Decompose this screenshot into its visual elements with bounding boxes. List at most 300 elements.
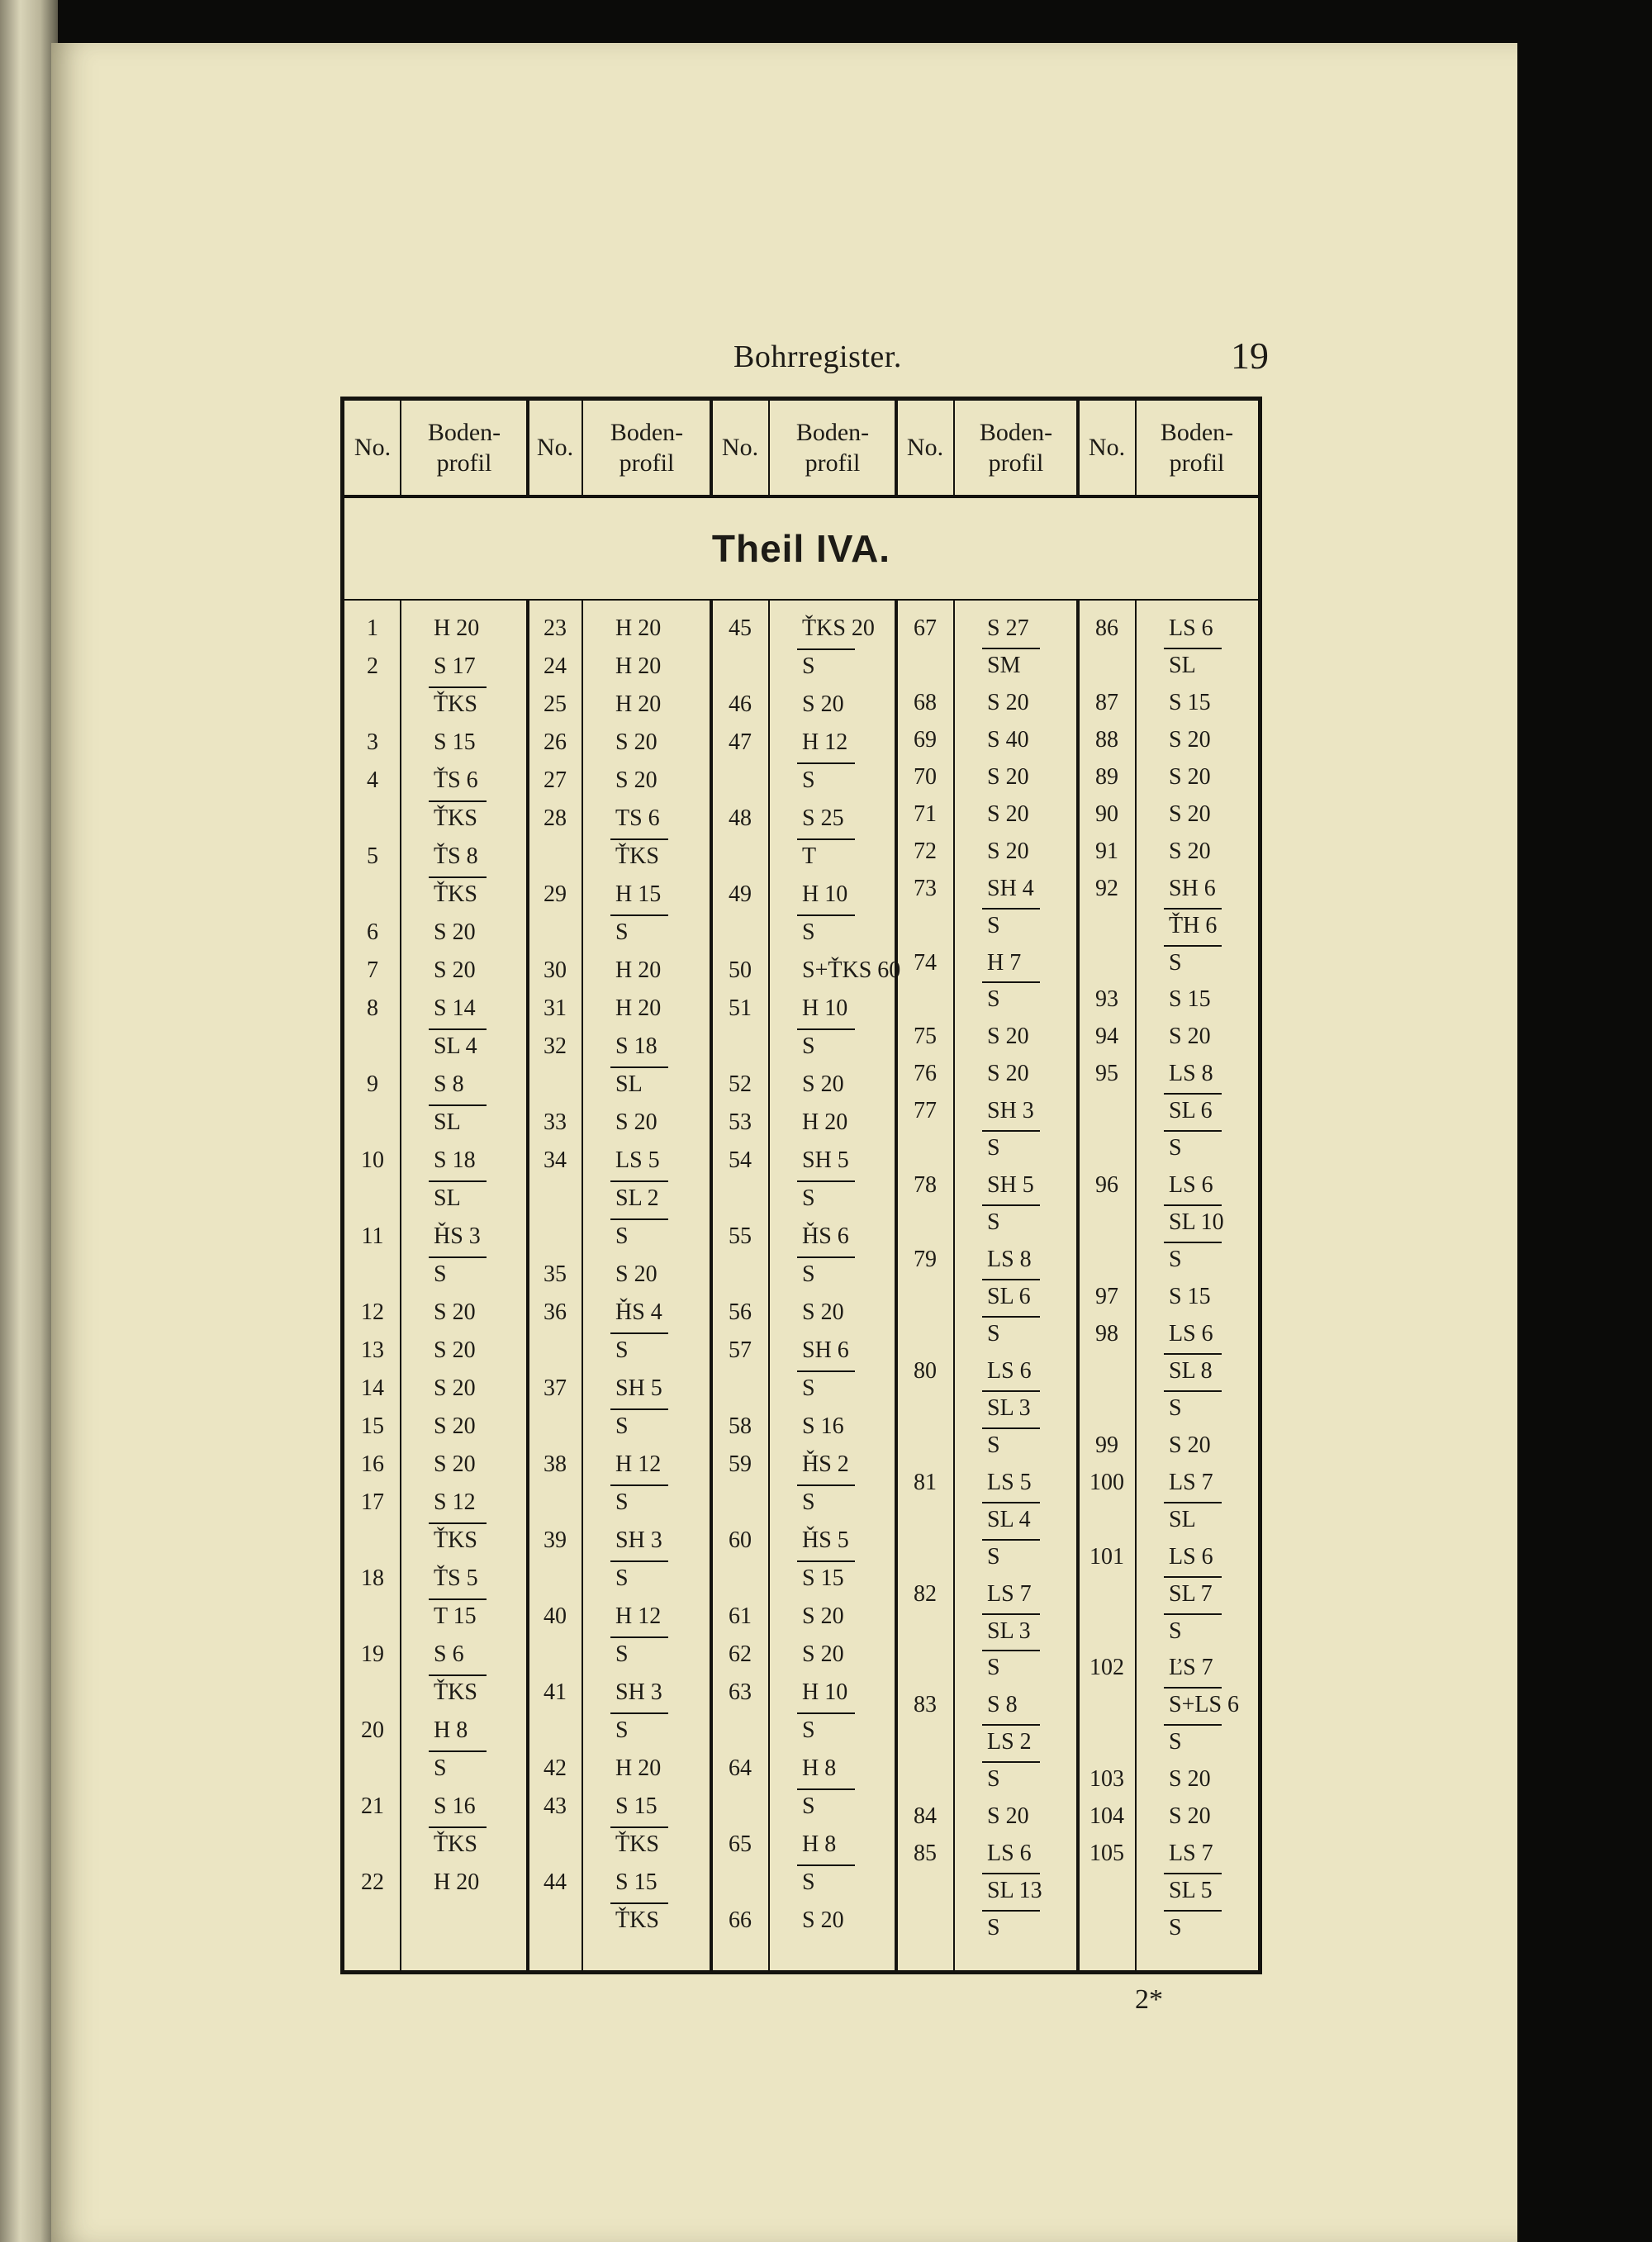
- entry-number: 20: [361, 1717, 384, 1743]
- column-divider: [582, 401, 583, 495]
- soil-profile-layer: S 20: [802, 1907, 844, 1933]
- entry-number: 45: [729, 615, 752, 641]
- soil-profile-layer: S: [802, 1261, 815, 1287]
- soil-profile-layer: S+ŤKS 60: [802, 957, 901, 983]
- header-bodenprofil-line1: Boden-: [610, 418, 684, 446]
- layer-fraction-rule: [797, 914, 855, 916]
- soil-profile-layer: SL 4: [434, 1033, 477, 1059]
- entry-number: 50: [729, 957, 752, 983]
- soil-profile-layer: S: [987, 1543, 1000, 1570]
- soil-profile-layer: S 20: [987, 763, 1029, 790]
- entry-number: 23: [544, 615, 567, 641]
- entry-number: 37: [544, 1375, 567, 1401]
- entry-number: 94: [1095, 1024, 1118, 1050]
- layer-fraction-rule: [610, 1902, 668, 1904]
- soil-profile-layer: S: [615, 1223, 629, 1249]
- soil-profile-layer: S: [987, 986, 1000, 1013]
- layer-fraction-rule: [1164, 945, 1222, 947]
- soil-profile-layer: S 20: [987, 1024, 1029, 1050]
- layer-fraction-rule: [982, 1427, 1040, 1429]
- soil-profile-layer: S: [987, 1432, 1000, 1458]
- soil-profile-layer: ŤKS: [434, 1679, 477, 1705]
- soil-profile-layer: H 20: [802, 1109, 848, 1135]
- soil-profile-layer: S: [1169, 1915, 1182, 1941]
- soil-profile-layer: SL 3: [987, 1394, 1031, 1421]
- soil-profile-layer: S: [802, 653, 815, 679]
- entry-number: 91: [1095, 838, 1118, 864]
- layer-fraction-rule: [429, 1104, 487, 1106]
- soil-profile-layer: S 20: [434, 1299, 476, 1325]
- soil-profile-layer: ȞS 4: [615, 1299, 662, 1325]
- entry-number: 33: [544, 1109, 567, 1135]
- soil-profile-layer: ŤKS: [615, 1907, 659, 1933]
- entry-number: 58: [729, 1413, 752, 1439]
- layer-fraction-rule: [797, 838, 855, 840]
- soil-profile-layer: LS 7: [1169, 1841, 1213, 1867]
- soil-profile-layer: H 20: [434, 1869, 480, 1895]
- entry-number: 18: [361, 1565, 384, 1591]
- soil-profile-layer: S 20: [434, 957, 476, 983]
- soil-profile-layer: S 20: [1169, 800, 1211, 827]
- entry-number: 69: [914, 726, 937, 753]
- soil-profile-layer: S: [987, 1135, 1000, 1161]
- soil-profile-layer: ȞS 6: [802, 1223, 849, 1249]
- soil-profile-layer: S: [615, 1337, 629, 1363]
- entry-number: 102: [1089, 1655, 1124, 1681]
- soil-profile-layer: SL: [1169, 652, 1196, 678]
- entry-number: 6: [367, 919, 378, 945]
- soil-profile-layer: H 10: [802, 995, 848, 1021]
- entry-number: 82: [914, 1580, 937, 1607]
- header-bodenprofil-line1: Boden-: [1160, 418, 1234, 446]
- soil-profile-layer: S 20: [987, 800, 1029, 827]
- layer-fraction-rule: [797, 1256, 855, 1258]
- entry-number: 17: [361, 1489, 384, 1515]
- soil-profile-layer: S: [615, 1717, 629, 1743]
- entry-number: 30: [544, 957, 567, 983]
- soil-profile-layer: SH 3: [987, 1098, 1034, 1124]
- layer-fraction-rule: [429, 1674, 487, 1676]
- layer-fraction-rule: [797, 762, 855, 764]
- page-number: 19: [1231, 335, 1269, 377]
- soil-profile-layer: LS 5: [615, 1147, 660, 1173]
- layer-fraction-rule: [982, 1204, 1040, 1206]
- header-bodenprofil-line1: Boden-: [979, 418, 1053, 446]
- soil-profile-layer: S 25: [802, 805, 844, 831]
- book-gutter: [0, 0, 58, 2242]
- soil-profile-layer: S 20: [1169, 1766, 1211, 1793]
- soil-profile-layer: SL: [434, 1185, 461, 1211]
- soil-profile-layer: S: [802, 767, 815, 793]
- soil-profile-layer: S: [802, 1489, 815, 1515]
- entry-number: 11: [361, 1223, 384, 1249]
- entry-number: 85: [914, 1841, 937, 1867]
- layer-fraction-rule: [1164, 1353, 1222, 1355]
- soil-profile-layer: SL: [434, 1109, 461, 1135]
- soil-profile-layer: S 16: [434, 1793, 476, 1819]
- entry-number: 22: [361, 1869, 384, 1895]
- soil-profile-layer: H 20: [434, 615, 480, 641]
- soil-profile-layer: H 12: [802, 729, 848, 755]
- entry-number: 40: [544, 1603, 567, 1629]
- soil-profile-layer: S 15: [615, 1869, 657, 1895]
- soil-profile-layer: S 20: [802, 1071, 844, 1097]
- entry-number: 44: [544, 1869, 567, 1895]
- soil-profile-layer: SL 5: [1169, 1878, 1213, 1904]
- soil-profile-layer: S: [802, 1033, 815, 1059]
- entry-number: 99: [1095, 1432, 1118, 1458]
- soil-profile-layer: ŤKS: [615, 1831, 659, 1857]
- layer-fraction-rule: [429, 1028, 487, 1030]
- entry-number: 12: [361, 1299, 384, 1325]
- entry-number: 70: [914, 763, 937, 790]
- soil-profile-layer: ŤS 8: [434, 843, 478, 869]
- entry-number: 90: [1095, 800, 1118, 827]
- soil-profile-layer: TS 6: [615, 805, 660, 831]
- header-no: No.: [354, 434, 392, 462]
- soil-profile-layer: H 20: [615, 957, 662, 983]
- soil-profile-layer: S 6: [434, 1641, 464, 1667]
- column-divider: [953, 401, 955, 495]
- soil-profile-layer: SH 5: [802, 1147, 849, 1173]
- entry-number: 73: [914, 875, 937, 901]
- soil-profile-layer: SL 4: [987, 1506, 1031, 1532]
- entry-number: 5: [367, 843, 378, 869]
- column-divider: [710, 401, 713, 495]
- entry-number: 105: [1089, 1841, 1124, 1867]
- column-divider: [400, 601, 401, 1970]
- entry-number: 47: [729, 729, 752, 755]
- soil-profile-layer: S 40: [987, 726, 1029, 753]
- soil-profile-layer: S 20: [987, 838, 1029, 864]
- soil-profile-layer: ŤH 6: [1169, 912, 1218, 938]
- layer-fraction-rule: [1164, 1390, 1222, 1392]
- soil-profile-layer: SH 5: [987, 1172, 1034, 1199]
- soil-profile-layer: S: [802, 1717, 815, 1743]
- soil-profile-layer: S: [1169, 1729, 1182, 1755]
- soil-profile-layer: SL 2: [615, 1185, 659, 1211]
- entry-number: 1: [367, 615, 378, 641]
- soil-profile-layer: S 15: [434, 729, 476, 755]
- soil-profile-layer: H 12: [615, 1451, 662, 1477]
- entry-number: 104: [1089, 1803, 1124, 1830]
- soil-profile-layer: S 15: [802, 1565, 844, 1591]
- soil-profile-layer: S 20: [802, 691, 844, 717]
- soil-profile-layer: LS 6: [1169, 1172, 1213, 1199]
- entry-number: 98: [1095, 1320, 1118, 1347]
- soil-profile-layer: S 15: [1169, 1284, 1211, 1309]
- layer-fraction-rule: [610, 1826, 668, 1828]
- soil-profile-layer: S: [1169, 949, 1182, 976]
- column-divider: [1076, 401, 1080, 495]
- layer-fraction-rule: [610, 1712, 668, 1714]
- layer-fraction-rule: [610, 1180, 668, 1182]
- entry-number: 76: [914, 1061, 937, 1087]
- layer-fraction-rule: [1164, 648, 1222, 649]
- soil-profile-layer: SL 13: [987, 1878, 1042, 1904]
- entry-number: 51: [729, 995, 752, 1021]
- soil-profile-layer: LS 2: [987, 1729, 1032, 1755]
- entry-number: 9: [367, 1071, 378, 1097]
- layer-fraction-rule: [610, 1560, 668, 1562]
- running-head: Bohrregister.: [733, 340, 902, 374]
- entry-number: 10: [361, 1147, 384, 1173]
- soil-profile-layer: S: [987, 1209, 1000, 1236]
- entry-number: 19: [361, 1641, 384, 1667]
- soil-profile-layer: S 15: [1169, 986, 1211, 1013]
- soil-profile-layer: LS 6: [1169, 1543, 1213, 1570]
- soil-profile-layer: LS 8: [987, 1247, 1032, 1273]
- header-bodenprofil: [401, 401, 528, 495]
- entry-number: 95: [1095, 1061, 1118, 1087]
- entry-number: 84: [914, 1803, 937, 1830]
- soil-profile-layer: S: [987, 912, 1000, 938]
- soil-profile-layer: SL 6: [1169, 1098, 1213, 1124]
- entry-number: 83: [914, 1692, 937, 1718]
- entry-number: 3: [367, 729, 378, 755]
- column-divider: [1135, 601, 1137, 1970]
- soil-profile-layer: S: [802, 1185, 815, 1211]
- layer-fraction-rule: [982, 1910, 1040, 1912]
- layer-fraction-rule: [982, 1502, 1040, 1503]
- entry-number: 29: [544, 881, 567, 907]
- header-bodenprofil-line1: Boden-: [795, 418, 870, 446]
- soil-profile-layer: S 20: [802, 1299, 844, 1325]
- layer-fraction-rule: [982, 1390, 1040, 1392]
- soil-profile-layer: S 20: [987, 1803, 1029, 1830]
- soil-profile-layer: LS 6: [1169, 615, 1213, 641]
- entry-number: 14: [361, 1375, 384, 1401]
- layer-fraction-rule: [610, 1408, 668, 1410]
- layer-fraction-rule: [797, 648, 855, 650]
- soil-profile-layer: S 20: [615, 767, 657, 793]
- entry-number: 26: [544, 729, 567, 755]
- layer-fraction-rule: [429, 1180, 487, 1182]
- soil-profile-layer: ŤS 6: [434, 767, 478, 793]
- soil-profile-layer: ȞS 2: [802, 1451, 849, 1477]
- entry-number: 62: [729, 1641, 752, 1667]
- column-divider: [768, 601, 770, 1970]
- soil-profile-layer: ŤKS: [434, 691, 477, 717]
- layer-fraction-rule: [1164, 1613, 1222, 1615]
- soil-profile-layer: S 8: [434, 1071, 464, 1097]
- layer-fraction-rule: [982, 1539, 1040, 1541]
- column-divider: [895, 401, 898, 495]
- soil-profile-layer: S 20: [987, 1061, 1029, 1087]
- layer-fraction-rule: [797, 1560, 855, 1562]
- soil-profile-layer: SL 8: [1169, 1357, 1213, 1384]
- soil-profile-layer: H 20: [615, 995, 662, 1021]
- soil-profile-layer: S: [434, 1261, 447, 1287]
- soil-profile-layer: SL: [615, 1071, 643, 1097]
- entry-number: 57: [729, 1337, 752, 1363]
- soil-profile-layer: ĽS 7: [1169, 1655, 1213, 1681]
- bore-register-table: [340, 397, 1262, 1974]
- entry-number: 64: [729, 1755, 752, 1781]
- entry-number: 46: [729, 691, 752, 717]
- soil-profile-layer: S: [1169, 1394, 1182, 1421]
- soil-profile-layer: S 15: [1169, 689, 1211, 715]
- header-bodenprofil: [954, 401, 1078, 495]
- soil-profile-layer: S 20: [1169, 1432, 1211, 1458]
- soil-profile-layer: S 15: [615, 1793, 657, 1819]
- layer-fraction-rule: [1164, 1204, 1222, 1206]
- layer-fraction-rule: [797, 1712, 855, 1714]
- soil-profile-layer: ŤKS: [615, 843, 659, 869]
- header-bodenprofil: [582, 401, 711, 495]
- soil-profile-layer: H 20: [615, 1755, 662, 1781]
- soil-profile-layer: H 7: [987, 949, 1022, 976]
- layer-fraction-rule: [1164, 908, 1222, 910]
- entry-number: 67: [914, 615, 937, 641]
- layer-fraction-rule: [797, 1180, 855, 1182]
- soil-profile-layer: SH 3: [615, 1679, 662, 1705]
- soil-profile-layer: LS 7: [1169, 1469, 1213, 1495]
- entry-number: 61: [729, 1603, 752, 1629]
- soil-profile-layer: LS 6: [987, 1357, 1032, 1384]
- entry-number: 39: [544, 1527, 567, 1553]
- column-divider: [768, 401, 770, 495]
- entry-number: 42: [544, 1755, 567, 1781]
- soil-profile-layer: S 18: [615, 1033, 657, 1059]
- soil-profile-layer: SH 3: [615, 1527, 662, 1553]
- entry-number: 68: [914, 689, 937, 715]
- soil-profile-layer: S 20: [615, 1261, 657, 1287]
- soil-profile-layer: SH 6: [1169, 875, 1216, 901]
- layer-fraction-rule: [610, 1484, 668, 1486]
- soil-profile-layer: S 20: [1169, 1803, 1211, 1830]
- column-divider: [895, 601, 898, 1970]
- entry-number: 25: [544, 691, 567, 717]
- layer-fraction-rule: [610, 914, 668, 916]
- entry-number: 53: [729, 1109, 752, 1135]
- soil-profile-layer: S: [802, 1375, 815, 1401]
- entry-number: 66: [729, 1907, 752, 1933]
- layer-fraction-rule: [982, 908, 1040, 910]
- layer-fraction-rule: [982, 648, 1040, 649]
- column-divider: [710, 601, 713, 1970]
- soil-profile-layer: T 15: [434, 1603, 477, 1629]
- soil-profile-layer: LS 6: [1169, 1320, 1213, 1347]
- soil-profile-layer: S 20: [1169, 726, 1211, 753]
- entry-number: 72: [914, 838, 937, 864]
- layer-fraction-rule: [429, 876, 487, 878]
- soil-profile-layer: H 20: [615, 653, 662, 679]
- soil-profile-layer: S: [987, 1766, 1000, 1793]
- entry-number: 36: [544, 1299, 567, 1325]
- soil-profile-layer: S 20: [615, 729, 657, 755]
- soil-profile-layer: LS 8: [1169, 1061, 1213, 1087]
- soil-profile-layer: ŤKS: [434, 1831, 477, 1857]
- layer-fraction-rule: [610, 838, 668, 840]
- soil-profile-layer: S 20: [802, 1641, 844, 1667]
- soil-profile-layer: SH 5: [615, 1375, 662, 1401]
- header-bodenprofil-line2: profil: [805, 449, 861, 477]
- soil-profile-layer: H 10: [802, 1679, 848, 1705]
- entry-number: 55: [729, 1223, 752, 1249]
- soil-profile-layer: H 20: [615, 615, 662, 641]
- header-bodenprofil-line2: profil: [619, 449, 675, 477]
- soil-profile-layer: S 16: [802, 1413, 844, 1439]
- layer-fraction-rule: [1164, 1873, 1222, 1874]
- layer-fraction-rule: [610, 1332, 668, 1334]
- entry-number: 81: [914, 1469, 937, 1495]
- entry-number: 56: [729, 1299, 752, 1325]
- entry-number: 38: [544, 1451, 567, 1477]
- entry-number: 75: [914, 1024, 937, 1050]
- column-divider: [1076, 601, 1080, 1970]
- header-bodenprofil: [1136, 401, 1258, 495]
- soil-profile-layer: S 20: [1169, 838, 1211, 864]
- soil-profile-layer: SL 7: [1169, 1580, 1213, 1607]
- section-title: Theil IVA.: [344, 498, 1258, 601]
- layer-fraction-rule: [982, 1279, 1040, 1280]
- header-bodenprofil: [769, 401, 896, 495]
- layer-fraction-rule: [610, 1636, 668, 1638]
- layer-fraction-rule: [429, 1522, 487, 1524]
- column-divider: [526, 401, 529, 495]
- layer-fraction-rule: [610, 1218, 668, 1220]
- soil-profile-layer: ŤKS 20: [802, 615, 875, 641]
- entry-number: 7: [367, 957, 378, 983]
- layer-fraction-rule: [610, 1066, 668, 1068]
- soil-profile-layer: H 12: [615, 1603, 662, 1629]
- soil-profile-layer: S 8: [987, 1692, 1018, 1718]
- entry-number: 92: [1095, 875, 1118, 901]
- layer-fraction-rule: [429, 800, 487, 802]
- header-no: No.: [721, 434, 759, 462]
- header-bodenprofil-line2: profil: [436, 449, 492, 477]
- entry-number: 41: [544, 1679, 567, 1705]
- soil-profile-layer: ȞS 3: [434, 1223, 481, 1249]
- layer-fraction-rule: [982, 981, 1040, 983]
- column-divider: [953, 601, 955, 1970]
- header-no: No.: [536, 434, 574, 462]
- soil-profile-layer: S: [615, 1489, 629, 1515]
- entry-number: 31: [544, 995, 567, 1021]
- soil-profile-layer: H 8: [434, 1717, 468, 1743]
- soil-profile-layer: H 10: [802, 881, 848, 907]
- entry-number: 48: [729, 805, 752, 831]
- entry-number: 21: [361, 1793, 384, 1819]
- layer-fraction-rule: [1164, 1242, 1222, 1243]
- entry-number: 87: [1095, 689, 1118, 715]
- layer-fraction-rule: [982, 1873, 1040, 1874]
- entry-number: 93: [1095, 986, 1118, 1013]
- entry-number: 65: [729, 1831, 752, 1857]
- layer-fraction-rule: [982, 1316, 1040, 1318]
- entry-number: 79: [914, 1247, 937, 1273]
- layer-fraction-rule: [1164, 1093, 1222, 1095]
- entry-number: 28: [544, 805, 567, 831]
- soil-profile-layer: S: [802, 1869, 815, 1895]
- layer-fraction-rule: [1164, 1130, 1222, 1132]
- soil-profile-layer: S 20: [434, 1375, 476, 1401]
- column-divider: [400, 401, 401, 495]
- entry-number: 103: [1089, 1766, 1124, 1793]
- entry-number: 96: [1095, 1172, 1118, 1199]
- entry-number: 71: [914, 800, 937, 827]
- soil-profile-layer: S 20: [615, 1109, 657, 1135]
- entry-number: 2: [367, 653, 378, 679]
- layer-fraction-rule: [429, 686, 487, 688]
- soil-profile-layer: S: [802, 919, 815, 945]
- soil-profile-layer: S 20: [434, 1337, 476, 1363]
- soil-profile-layer: T: [802, 843, 817, 869]
- layer-fraction-rule: [797, 1864, 855, 1866]
- layer-fraction-rule: [797, 1484, 855, 1486]
- entry-number: 24: [544, 653, 567, 679]
